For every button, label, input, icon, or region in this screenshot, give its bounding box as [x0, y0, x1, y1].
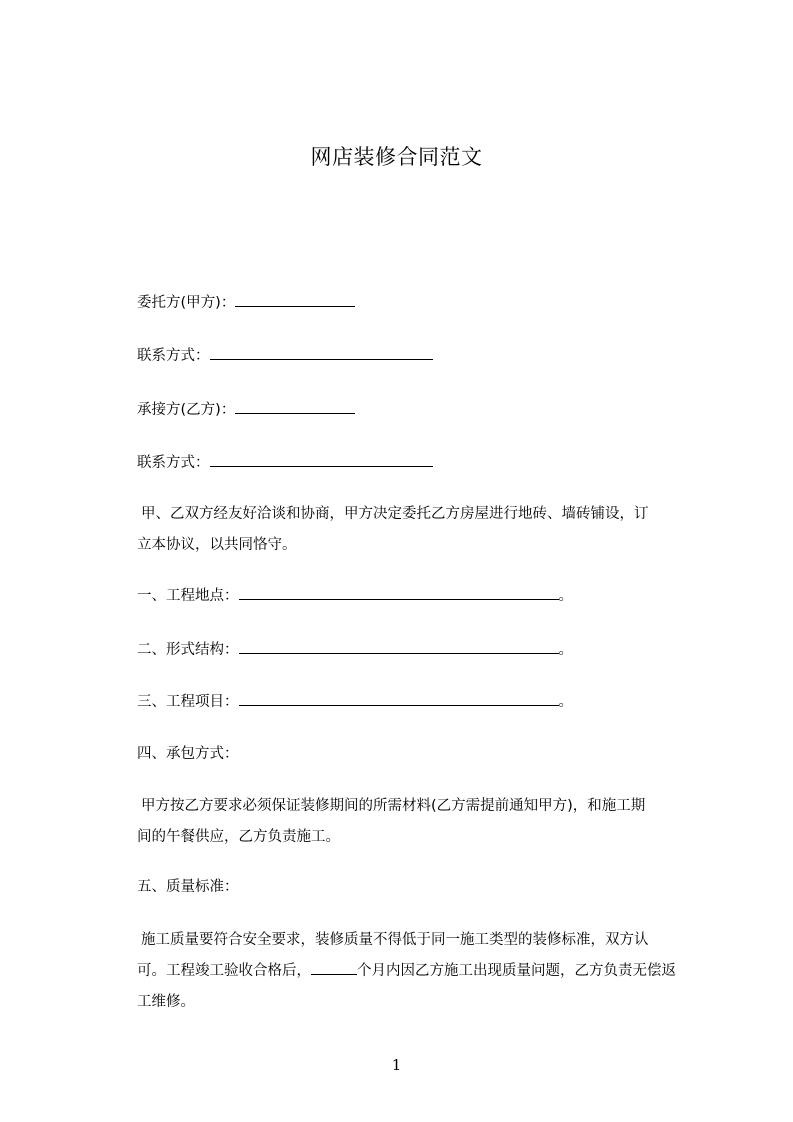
party-b-contact-label: 联系方式：: [137, 455, 210, 471]
intro-line-2: 立本协议，以共同恪守。: [137, 537, 297, 553]
intro-line-1: 甲、乙双方经友好洽谈和协商，甲方决定委托乙方房屋进行地砖、墙砖铺设，订: [141, 506, 649, 522]
item-3-suffix: 。: [558, 694, 573, 710]
page-number: 1: [391, 1056, 402, 1074]
document-title: 网店装修合同范文: [310, 145, 483, 169]
party-a-contact-blank: [210, 344, 433, 360]
party-a-label: 委托方(甲方)：: [137, 295, 236, 311]
section-5-line-2-pre: 可。工程竣工验收合格后，: [137, 963, 311, 979]
section-5-heading: 五、质量标准：: [137, 879, 239, 895]
party-b-contact-line: [137, 451, 433, 474]
item-2-line: [137, 638, 573, 661]
section-5-line-3: 工维修。: [137, 994, 195, 1010]
item-1-line: [137, 584, 573, 607]
item-3-blank: [239, 690, 559, 706]
section-4-paragraph: [137, 791, 715, 853]
section-4-line-1: 甲方按乙方要求必须保证装修期间的所需材料(乙方需提前通知甲方)，和施工期: [141, 798, 646, 814]
section-4-heading: 四、承包方式：: [137, 746, 239, 762]
item-3-line: [137, 690, 573, 713]
party-a-line: [137, 291, 355, 314]
item-2-label: 二、形式结构：: [137, 642, 239, 658]
party-a-blank: [235, 291, 355, 307]
item-3-label: 三、工程项目：: [137, 694, 239, 710]
party-b-blank: [235, 398, 355, 414]
intro-paragraph: [137, 499, 715, 561]
section-5-paragraph: [137, 925, 715, 1018]
section-4-line-2: 间的午餐供应，乙方负责施工。: [137, 829, 340, 845]
section-5-line-2: [137, 956, 715, 987]
section-5-line-2-post: 个月内因乙方施工出现质量问题，乙方负责无偿返: [357, 963, 676, 979]
item-1-blank: [239, 584, 559, 600]
party-a-contact-label: 联系方式：: [137, 348, 210, 364]
months-blank: [311, 959, 357, 975]
item-2-blank: [239, 638, 559, 654]
party-b-label: 承接方(乙方)：: [137, 402, 236, 418]
section-5-line-1: 施工质量要符合安全要求，装修质量不得低于同一施工类型的装修标准，双方认: [141, 932, 649, 948]
party-a-contact-line: [137, 344, 433, 367]
party-b-line: [137, 398, 355, 421]
item-1-label: 一、工程地点：: [137, 588, 239, 604]
item-1-suffix: 。: [558, 588, 573, 604]
party-b-contact-blank: [210, 451, 433, 467]
item-2-suffix: 。: [558, 642, 573, 658]
